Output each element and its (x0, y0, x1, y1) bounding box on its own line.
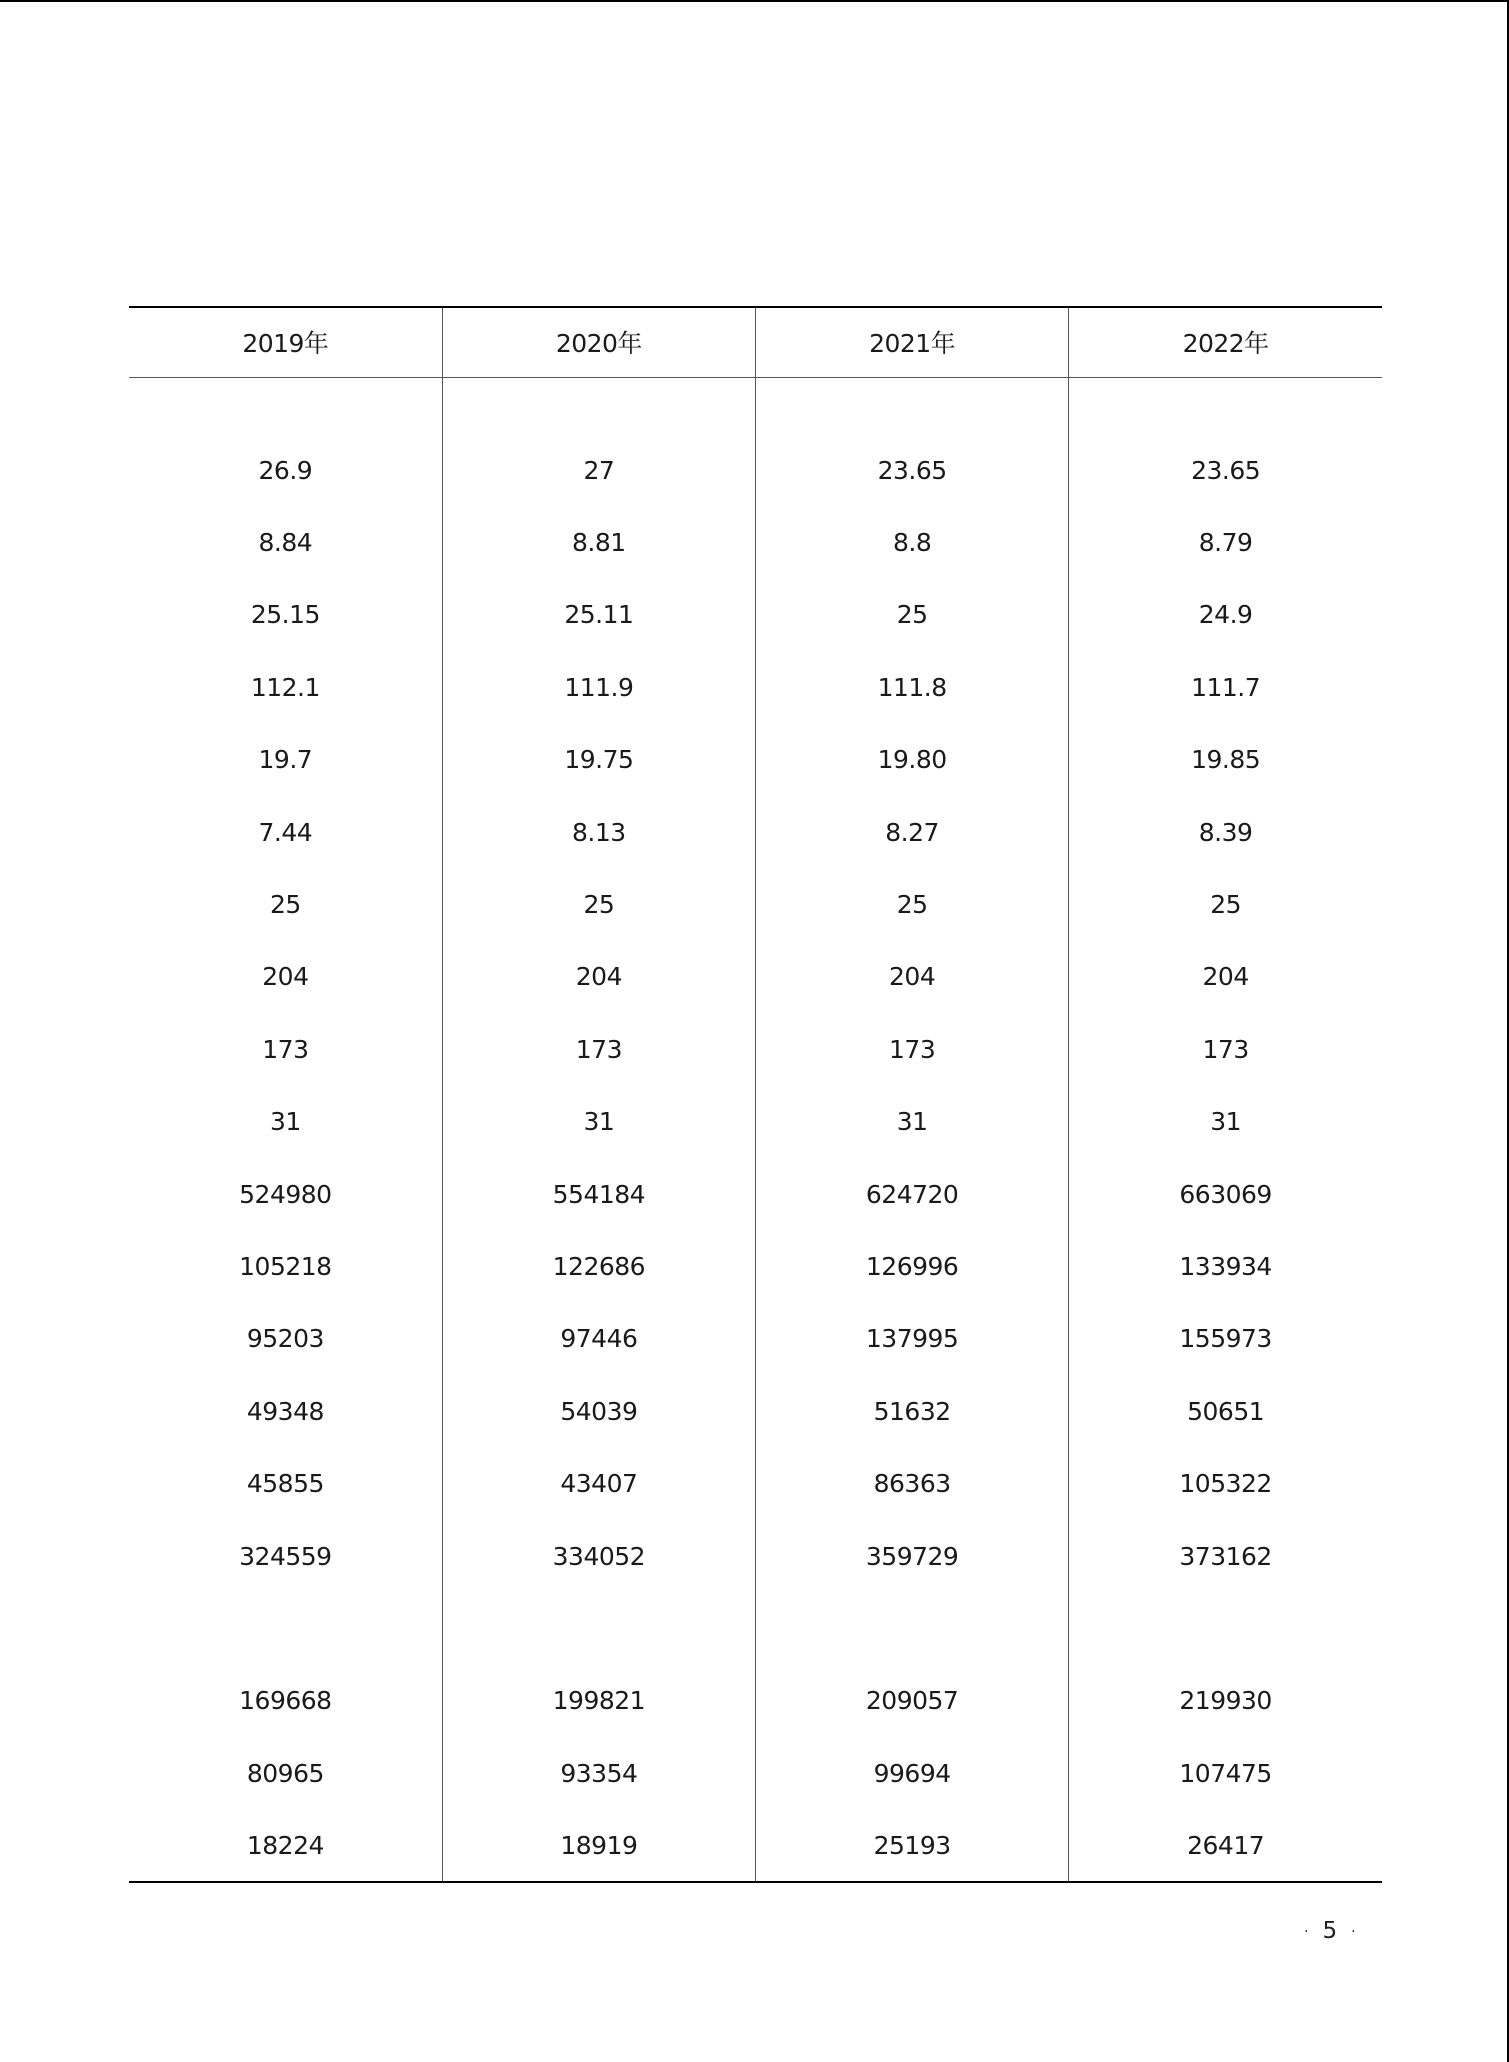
table-cell: 173 (442, 1013, 755, 1085)
table-cell: 26.9 (258, 455, 313, 485)
table-row (129, 434, 1382, 506)
table-cell: 324559 (239, 1541, 332, 1571)
table-cell: 169668 (239, 1686, 332, 1716)
table-cell: 19.7 (258, 745, 313, 775)
table-cell: 49348 (246, 1396, 324, 1426)
table-cell: 25 (1069, 868, 1382, 940)
page-number-value: 5 (1322, 1918, 1338, 1944)
table-cell: 93354 (442, 1737, 755, 1809)
table-cell: 99694 (756, 1737, 1069, 1809)
statistics-table (129, 306, 1382, 1883)
table-cell: 31 (442, 1086, 755, 1158)
table-cell: 8.8 (756, 506, 1069, 578)
table-cell: 624720 (756, 1158, 1069, 1230)
table-cell: 126996 (756, 1230, 1069, 1302)
table-cell: 31 (269, 1107, 301, 1137)
table-cell: 663069 (1069, 1158, 1382, 1230)
table-cell (129, 377, 442, 434)
table-cell: 27 (442, 434, 755, 506)
table-row (129, 796, 1382, 868)
table-row (129, 651, 1382, 723)
table-cell: 45855 (246, 1469, 324, 1499)
table-cell: 173 (756, 1013, 1069, 1085)
table-row (129, 1013, 1382, 1085)
table-cell (756, 377, 1069, 434)
table-cell: 111.9 (442, 651, 755, 723)
page-number-dot-right: · (1351, 1923, 1356, 1940)
table-cell: 8.27 (756, 796, 1069, 868)
table-cell: 31 (756, 1086, 1069, 1158)
table-cell: 18224 (129, 1809, 442, 1881)
table-row (129, 1375, 1382, 1447)
table-header (129, 307, 1382, 377)
table-row (129, 579, 1382, 651)
table-cell: 7.44 (258, 817, 313, 847)
table-cell: 97446 (442, 1303, 755, 1375)
table-cell: 133934 (1069, 1230, 1382, 1302)
table-cell: 25193 (756, 1809, 1069, 1881)
column-header-2019: 2019年 (129, 307, 442, 377)
table-cell: 524980 (239, 1179, 332, 1209)
table-cell: 26417 (1069, 1809, 1382, 1881)
table-row (129, 1809, 1382, 1881)
table-cell: 54039 (442, 1375, 755, 1447)
table-row (129, 724, 1382, 796)
table-cell: 25.11 (442, 579, 755, 651)
table-cell: 23.65 (756, 434, 1069, 506)
table-cell: 19.85 (1069, 724, 1382, 796)
table-cell (442, 377, 755, 434)
table-cell: 359729 (756, 1520, 1069, 1592)
header-row (129, 307, 1382, 377)
table-row (129, 1737, 1382, 1809)
table-cell: 51632 (756, 1375, 1069, 1447)
table-cell (442, 1592, 755, 1664)
table-row (129, 1158, 1382, 1230)
table-cell: 105218 (239, 1251, 332, 1281)
table-row (129, 1303, 1382, 1375)
table-cell: 50651 (1069, 1375, 1382, 1447)
table-cell: 204 (1069, 941, 1382, 1013)
table-row (129, 1520, 1382, 1592)
table-cell: 173 (1069, 1013, 1382, 1085)
table-cell: 95203 (246, 1324, 324, 1354)
table-cell: 204 (262, 962, 309, 992)
table-cell (756, 1592, 1069, 1664)
table-cell: 204 (442, 941, 755, 1013)
table-cell: 8.39 (1069, 796, 1382, 868)
table-cell: 554184 (442, 1158, 755, 1230)
table-cell: 43407 (442, 1447, 755, 1519)
table-cell: 8.13 (442, 796, 755, 868)
table-row (129, 506, 1382, 578)
table-cell: 107475 (1069, 1737, 1382, 1809)
table-cell: 204 (756, 941, 1069, 1013)
table-row (129, 1447, 1382, 1519)
table-cell: 8.81 (442, 506, 755, 578)
table-row (129, 1592, 1382, 1664)
table-cell: 111.7 (1069, 651, 1382, 723)
column-header-2021: 2021年 (756, 307, 1069, 377)
table-cell: 8.84 (258, 528, 313, 558)
table-cell: 25.15 (250, 600, 320, 630)
table-row (129, 868, 1382, 940)
table-cell: 137995 (756, 1303, 1069, 1375)
table-cell: 373162 (1069, 1520, 1382, 1592)
table-cell: 19.75 (442, 724, 755, 796)
table-cell (1069, 377, 1382, 434)
table-row (129, 1086, 1382, 1158)
table-body (129, 377, 1382, 1882)
table-cell: 25 (756, 579, 1069, 651)
table-cell: 334052 (442, 1520, 755, 1592)
table-cell: 19.80 (756, 724, 1069, 796)
table-cell: 80965 (246, 1758, 324, 1788)
table-cell (1069, 1592, 1382, 1664)
table-cell: 25 (756, 868, 1069, 940)
table-cell: 155973 (1069, 1303, 1382, 1375)
table-row (129, 1230, 1382, 1302)
table-cell: 173 (262, 1034, 309, 1064)
table-cell: 18919 (442, 1809, 755, 1881)
table-cell: 112.1 (250, 672, 320, 702)
table-cell: 8.79 (1069, 506, 1382, 578)
table-cell: 219930 (1069, 1665, 1382, 1737)
page-number-dot-left: · (1304, 1923, 1309, 1940)
table-cell: 23.65 (1069, 434, 1382, 506)
column-header-2020: 2020年 (442, 307, 755, 377)
column-header-2022: 2022年 (1069, 307, 1382, 377)
table-cell: 86363 (756, 1447, 1069, 1519)
table-cell: 122686 (442, 1230, 755, 1302)
table-cell: 111.8 (756, 651, 1069, 723)
table-cell: 25 (269, 890, 301, 920)
table-cell: 31 (1069, 1086, 1382, 1158)
table-cell: 199821 (442, 1665, 755, 1737)
table-row (129, 941, 1382, 1013)
table-cell: 25 (442, 868, 755, 940)
table-cell: 105322 (1069, 1447, 1382, 1519)
table-cell (129, 1592, 442, 1664)
table-row (129, 1665, 1382, 1737)
table-cell: 209057 (756, 1665, 1069, 1737)
table-row (129, 377, 1382, 434)
page-number (1290, 1918, 1370, 1944)
table-cell: 24.9 (1069, 579, 1382, 651)
